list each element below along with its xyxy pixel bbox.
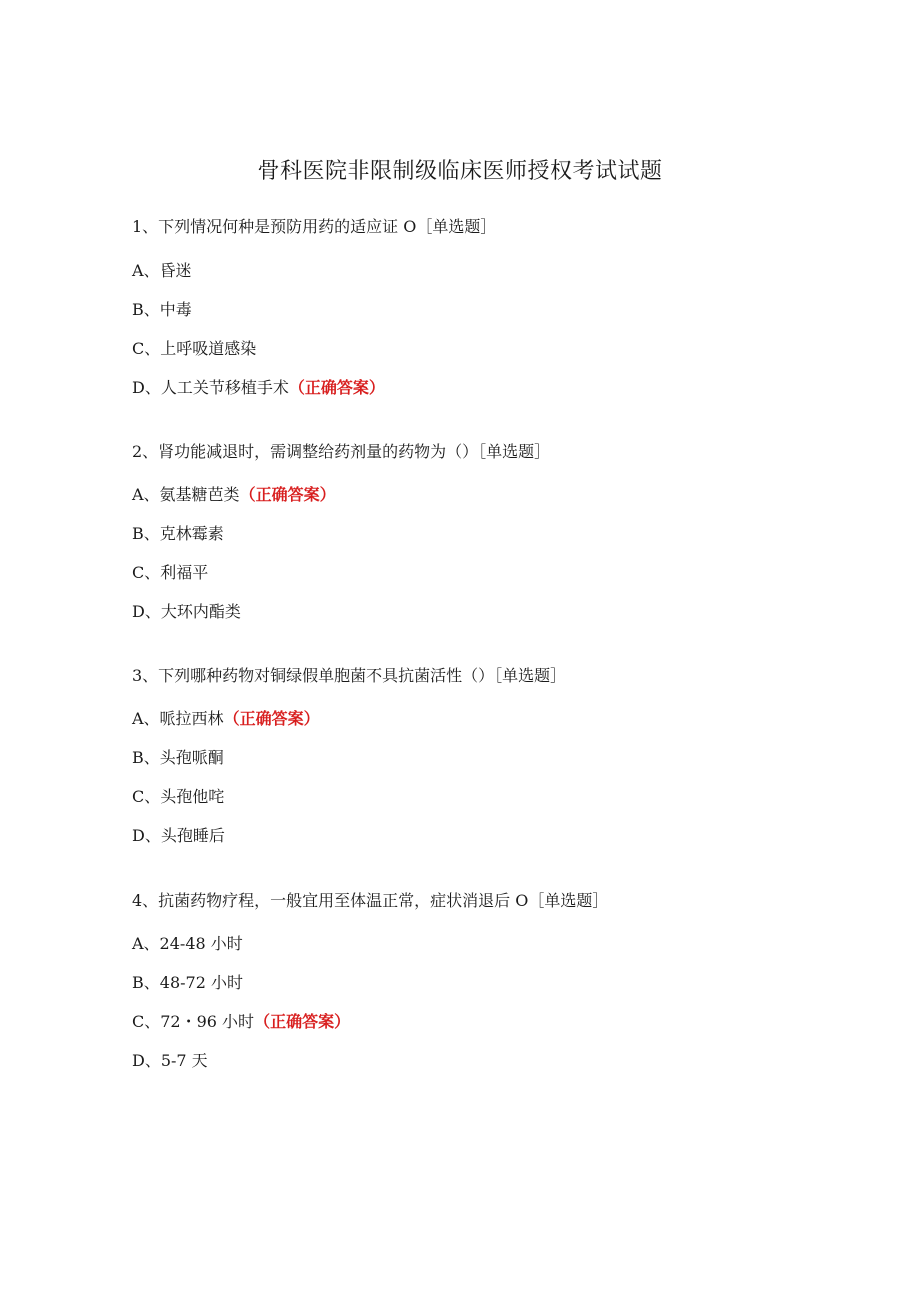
option-a [132, 483, 336, 507]
question-text: 1、下列情况何种是预防用药的适应证 O［单选题］ [132, 217, 497, 236]
question-text: 4、抗菌药物疗程，一般宜用至体温正常，症状消退后 O［单选题］ [132, 891, 609, 910]
option-d [132, 600, 241, 624]
option-text: B、克林霉素 [132, 524, 224, 543]
option-b [132, 746, 224, 770]
option-text: B、头孢哌酮 [132, 748, 224, 767]
option-text: C、上呼吸道感染 [132, 339, 257, 358]
question-4 [132, 889, 860, 1070]
option-text: A、氨基糖芭类 [132, 485, 240, 504]
option-b [132, 298, 192, 322]
question-3 [132, 664, 860, 845]
option-b [132, 522, 224, 546]
option-a [132, 707, 320, 731]
option-text: D、5-7 天 [132, 1051, 208, 1070]
question-1 [132, 215, 860, 397]
option-text: C、头孢他咤 [132, 787, 225, 806]
question-2 [132, 440, 860, 621]
option-b [132, 971, 243, 995]
correct-answer-mark: （正确答案） [223, 709, 320, 728]
option-d [132, 376, 385, 400]
option-text: B、48-72 小时 [132, 973, 243, 992]
option-a [132, 259, 192, 283]
option-text: D、头孢睡后 [132, 826, 225, 845]
option-d [132, 1049, 208, 1073]
option-text: D、人工关节移植手术 [132, 378, 289, 397]
option-text: A、昏迷 [132, 261, 192, 280]
correct-answer-mark: （正确答案） [288, 378, 385, 397]
option-c [132, 561, 208, 585]
page-title: 骨科医院非限制级临床医师授权考试试题 [257, 159, 663, 184]
correct-answer-mark: （正确答案） [239, 485, 336, 504]
option-text: A、24-48 小时 [132, 934, 243, 953]
question-text: 3、下列哪种药物对铜绿假单胞菌不具抗菌活性（）［单选题］ [132, 666, 567, 685]
option-text: C、利福平 [132, 563, 209, 582]
option-c [132, 337, 256, 361]
option-text: D、大环内酯类 [132, 602, 241, 621]
option-c [132, 1010, 350, 1034]
option-c [132, 785, 224, 809]
question-text: 2、肾功能减退时，需调整给药剂量的药物为（）［单选题］ [132, 442, 551, 461]
option-a [132, 932, 243, 956]
option-text: C、72・96 小时 [132, 1012, 255, 1031]
option-text: B、中毒 [132, 300, 192, 319]
option-d [132, 824, 225, 848]
correct-answer-mark: （正确答案） [254, 1012, 351, 1031]
option-text: A、哌拉西林 [132, 709, 224, 728]
